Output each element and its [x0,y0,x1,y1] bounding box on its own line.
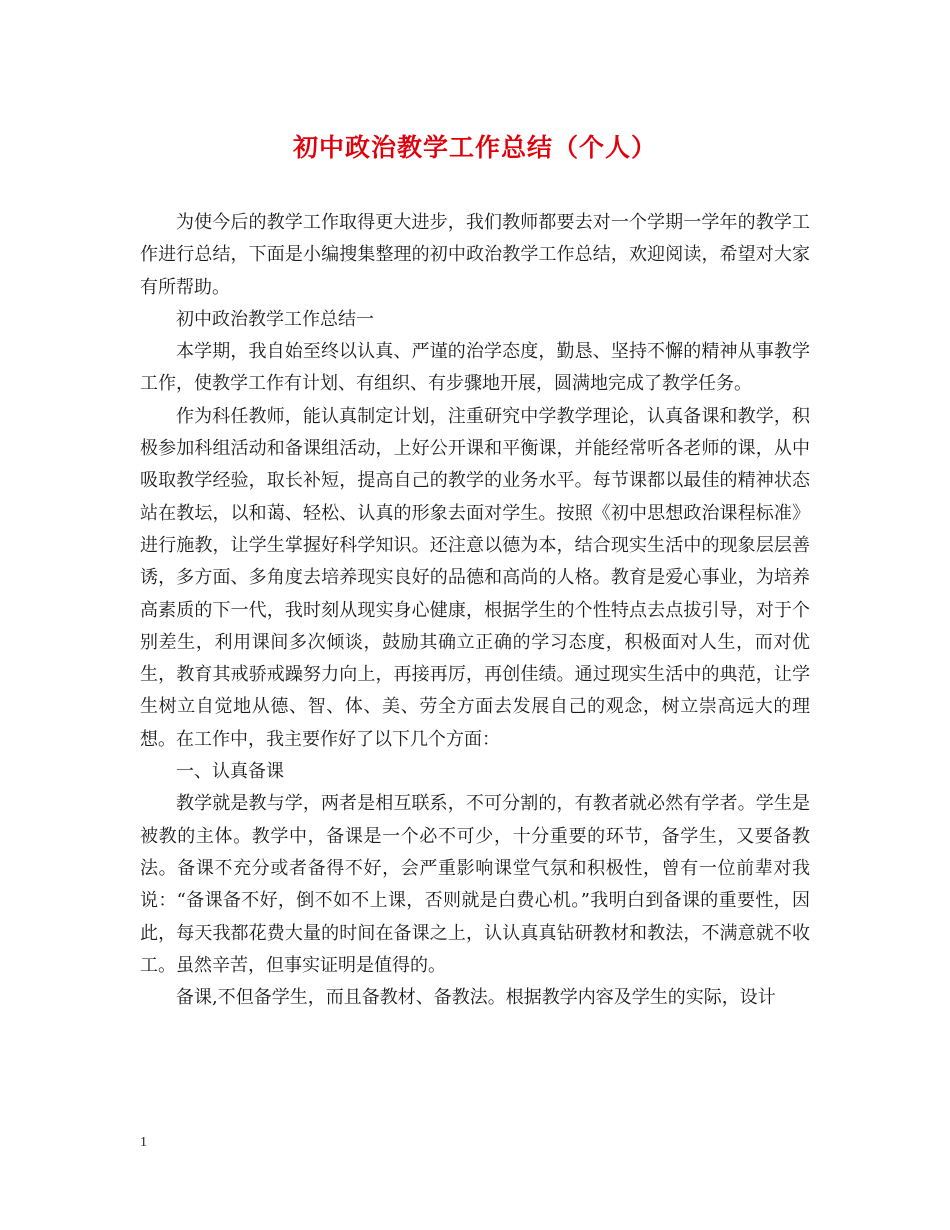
paragraph-semester: 本学期，我自始至终以认真、严谨的治学态度，勤恳、坚持不懈的精神从事教学工作，使教学工作有计划、有组织、有步骤地开展，圆满地完成了教学任务。 [140,341,810,395]
paragraph-heading-summary-one: 初中政治教学工作总结一 [176,308,374,330]
paragraph-teacher-role: 作为科任教师，能认真制定计划，注重研究中学教学理论，认真备课和教学，积极参加科组活动和备课组活动，上好公开课和平衡课，并能经常听各老师的课，从中吸取教学经验，取长补短，提高自己的教学的业务水平。每节课都以最佳的精神状态站在教坛，以和蔼、轻松、认真的形象去面对学生。按照《初中思想政治课程标准》进行施教，让学生掌握好科学知识。还注意以德为本，结合现实生活中的现象层层善诱，多方面、多角度去培养现实良好的品德和高尚的人格。教育是爱心事业，为培养高素质的下一代，我时刻从现实身心健康，根据学生的个性特点去点拔引导，对于个别差生，利用课间多次倾谈，鼓励其确立正确的学习态度，积极面对人生，而对优生，教育其戒骄戒躁努力向上，再接再厉，再创佳绩。通过现实生活中的典范，让学生树立自觉地从德、智、体、美、劳全方面去发展自己的观念，树立崇高远大的理想。在工作中，我主要作好了以下几个方面： [140,405,810,750]
paragraph-intro: 为使今后的教学工作取得更大进步，我们教师都要去对一个学期一学年的教学工作进行总结，下面是小编搜集整理的初中政治教学工作总结，欢迎阅读，希望对大家有所帮助。 [140,212,810,298]
paragraph-teaching-learning: 教学就是教与学，两者是相互联系，不可分割的，有教者就必然有学者。学生是被教的主体。教学中，备课是一个必不可少，十分重要的环节，备学生，又要备教法。备课不充分或者备得不好，会严重影响课堂气氛和积极性，曾有一位前辈对我说：“备课备不好，倒不如不上课，否则就是白费心机。”我明白到备课的重要性，因此，每天我都花费大量的时间在备课之上，认认真真钻研教材和教法，不满意就不收工。虽然辛苦，但事实证明是值得的。 [140,793,810,976]
document-body [140,207,810,1014]
paragraph-lesson-prep: 备课,不但备学生，而且备教材、备教法。根据教学内容及学生的实际，设计 [176,987,776,1009]
document-title: 初中政治教学工作总结（个人） [292,133,657,162]
page-number: 1 [140,1135,147,1150]
paragraph-heading-prepare: 一、认真备课 [176,761,284,783]
